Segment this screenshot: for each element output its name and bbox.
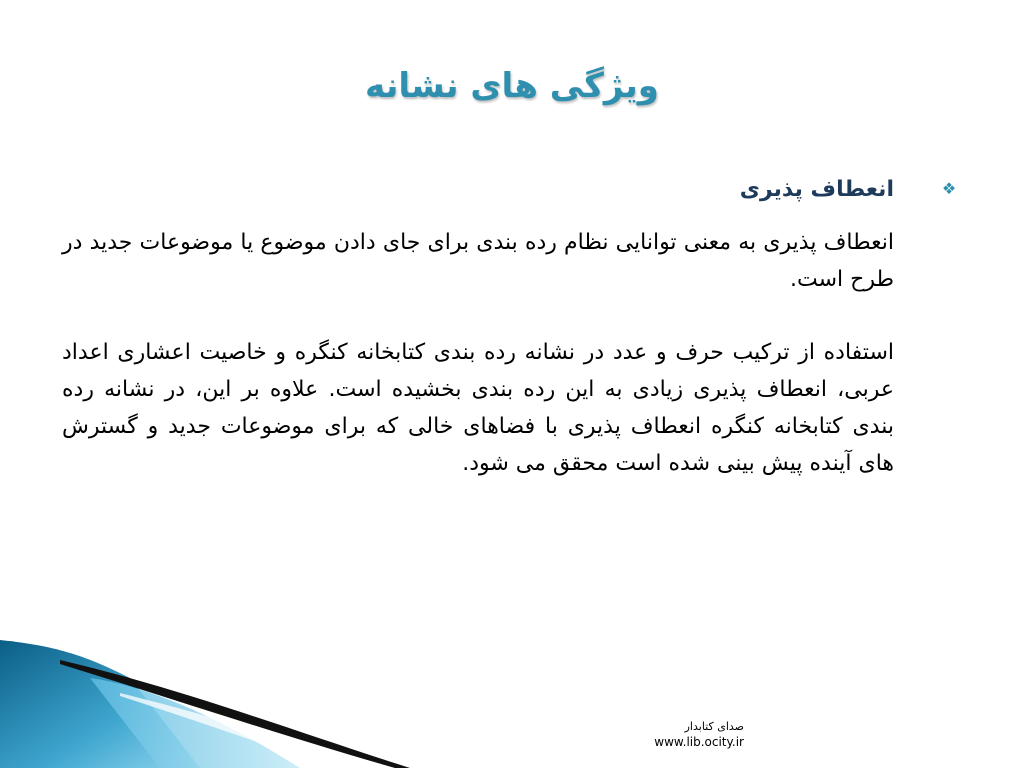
- diamond-bullet-icon: ❖: [941, 179, 957, 198]
- footer: [654, 720, 744, 750]
- footer-url: www.lib.ocity.ir: [654, 735, 744, 749]
- footer-site-name: صدای کتابدار: [684, 720, 744, 733]
- bullet-item: [62, 170, 957, 210]
- corner-wave-decoration: [0, 638, 430, 768]
- slide-content: [62, 170, 957, 482]
- paragraph-details: استفاده از ترکیب حرف و عدد در نشانه رده بندی کتابخانه کنگره و خاصیت اعشاری اعداد عربی، انعطاف پذیری زیادی به این رده بندی بخشیده است. علاوه بر این، در نشانه رده بندی کتابخانه کنگره انعطاف پذیری با فضاهای خالی که برای موضوعات جدید و گسترش های آینده پیش بینی شده است محقق می شود.: [62, 340, 894, 476]
- slide-title: ویژگی های نشانه: [365, 66, 659, 106]
- bullet-heading: انعطاف پذیری: [739, 177, 894, 202]
- paragraph-definition: انعطاف پذیری به معنی توانایی نظام رده بندی برای جای دادن موضوع یا موضوعات جدید در طرح است.: [62, 230, 894, 292]
